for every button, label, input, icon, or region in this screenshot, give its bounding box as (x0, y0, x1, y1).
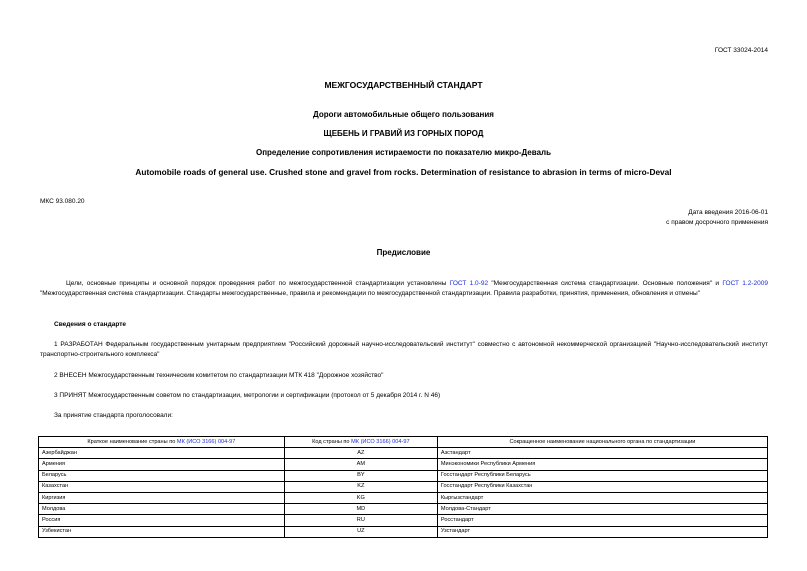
table-header-row (39, 437, 768, 448)
title-line-1: Дороги автомобильные общего пользования (313, 110, 494, 119)
developed-paragraph: 1 РАЗРАБОТАН Федеральным государственным унитарным предприятием "Российский дорожный научно-исследовательский институт" совместно с автономной некоммерческой организацией "Научно-исследовательский институт транспортно-строительного комплекса" (40, 341, 768, 358)
table-row (39, 526, 768, 537)
country-code-cell: BY (284, 470, 437, 481)
country-name-cell: Азербайджан (39, 448, 285, 459)
country-code-cell: MD (284, 504, 437, 515)
date-block (666, 208, 768, 228)
country-code-cell: AM (284, 459, 437, 470)
voted-paragraph: За принятие стандарта проголосовали: (54, 412, 173, 419)
header-country-code: Код страны по МК (ИСО 3166) 004-97 (284, 437, 437, 448)
preface-text-c: "Межгосударственная система стандартизации. Стандарты межгосударственные, правила и рекомендации по межгосударственной стандартизации. Правила разработки, принятия, применения, обновления и отмены" (40, 290, 700, 297)
country-name-cell: Молдова (39, 504, 285, 515)
country-code-cell: KG (284, 492, 437, 503)
country-name-cell: Казахстан (39, 481, 285, 492)
national-body-cell: Госстандарт Республики Казахстан (437, 481, 767, 492)
mks-code: МКС 93.080.20 (40, 198, 85, 205)
info-heading: Сведения о стандарте (54, 321, 127, 328)
header-country-name: Краткое наименование страны по МК (ИСО 3166) 004-97 (39, 437, 285, 448)
submitted-paragraph: 2 ВНЕСЕН Межгосударственным техническим комитетом по стандартизации МТК 418 "Дорожное хозяйство" (54, 372, 384, 379)
preface-paragraph (40, 279, 768, 299)
country-name-cell: Армения (39, 459, 285, 470)
country-name-cell: Беларусь (39, 470, 285, 481)
country-name-cell: Россия (39, 515, 285, 526)
mk-iso-link-col2[interactable]: МК (ИСО 3166) 004-97 (351, 438, 410, 445)
country-code-cell: AZ (284, 448, 437, 459)
preface-text-b: "Межгосударственная система стандартизации. Основные положения" и (488, 280, 723, 287)
country-name-cell: Узбекистан (39, 526, 285, 537)
table-row (39, 515, 768, 526)
national-body-cell: Росстандарт (437, 515, 767, 526)
country-code-cell: KZ (284, 481, 437, 492)
title-line-2: ЩЕБЕНЬ И ГРАВИЙ ИЗ ГОРНЫХ ПОРОД (323, 129, 484, 138)
header-national-body: Сокращенное наименование национального органа по стандартизации (437, 437, 767, 448)
national-body-cell: Азстандарт (437, 448, 767, 459)
title-english: Automobile roads of general use. Crushed stone and gravel from rocks. Determination of resistance to abrasion in terms of micro-Deval (135, 167, 672, 177)
table-row (39, 492, 768, 503)
title-line-3: Определение сопротивления истираемости по показателю микро-Деваль (255, 148, 552, 157)
national-body-cell: Минэкономики Республики Армения (437, 459, 767, 470)
preface-heading: Предисловие (376, 248, 431, 257)
gost-1-0-92-link[interactable]: ГОСТ 1.0-92 (449, 280, 489, 287)
national-body-cell: Молдова-Стандарт (437, 504, 767, 515)
early-application: с правом досрочного применения (666, 219, 768, 226)
country-code-cell: UZ (284, 526, 437, 537)
table-row (39, 448, 768, 459)
standard-type-title: МЕЖГОСУДАРСТВЕННЫЙ СТАНДАРТ (324, 80, 483, 90)
table-row (39, 481, 768, 492)
country-code-cell: RU (284, 515, 437, 526)
date-introduction: Дата введения 2016-06-01 (688, 209, 768, 216)
gost-1-2-2009-link[interactable]: ГОСТ 1.2-2009 (722, 280, 768, 287)
table-row (39, 459, 768, 470)
national-body-cell: Кыргызстандарт (437, 492, 767, 503)
national-body-cell: Госстандарт Республики Беларусь (437, 470, 767, 481)
preface-text-a: Цели, основные принципы и основной порядок проведения работ по межгосударственной стандартизации установлены (66, 280, 450, 287)
mk-iso-link-col1[interactable]: МК (ИСО 3166) 004-97 (176, 438, 236, 445)
country-name-cell: Киргизия (39, 492, 285, 503)
table-row (39, 504, 768, 515)
gost-code: ГОСТ 33024-2014 (714, 47, 768, 54)
voting-table (38, 436, 768, 538)
national-body-cell: Узстандарт (437, 526, 767, 537)
table-row (39, 470, 768, 481)
adopted-paragraph: 3 ПРИНЯТ Межгосударственным советом по стандартизации, метрологии и сертификации (протокол от 5 декабря 2014 г. N 46) (54, 392, 441, 399)
